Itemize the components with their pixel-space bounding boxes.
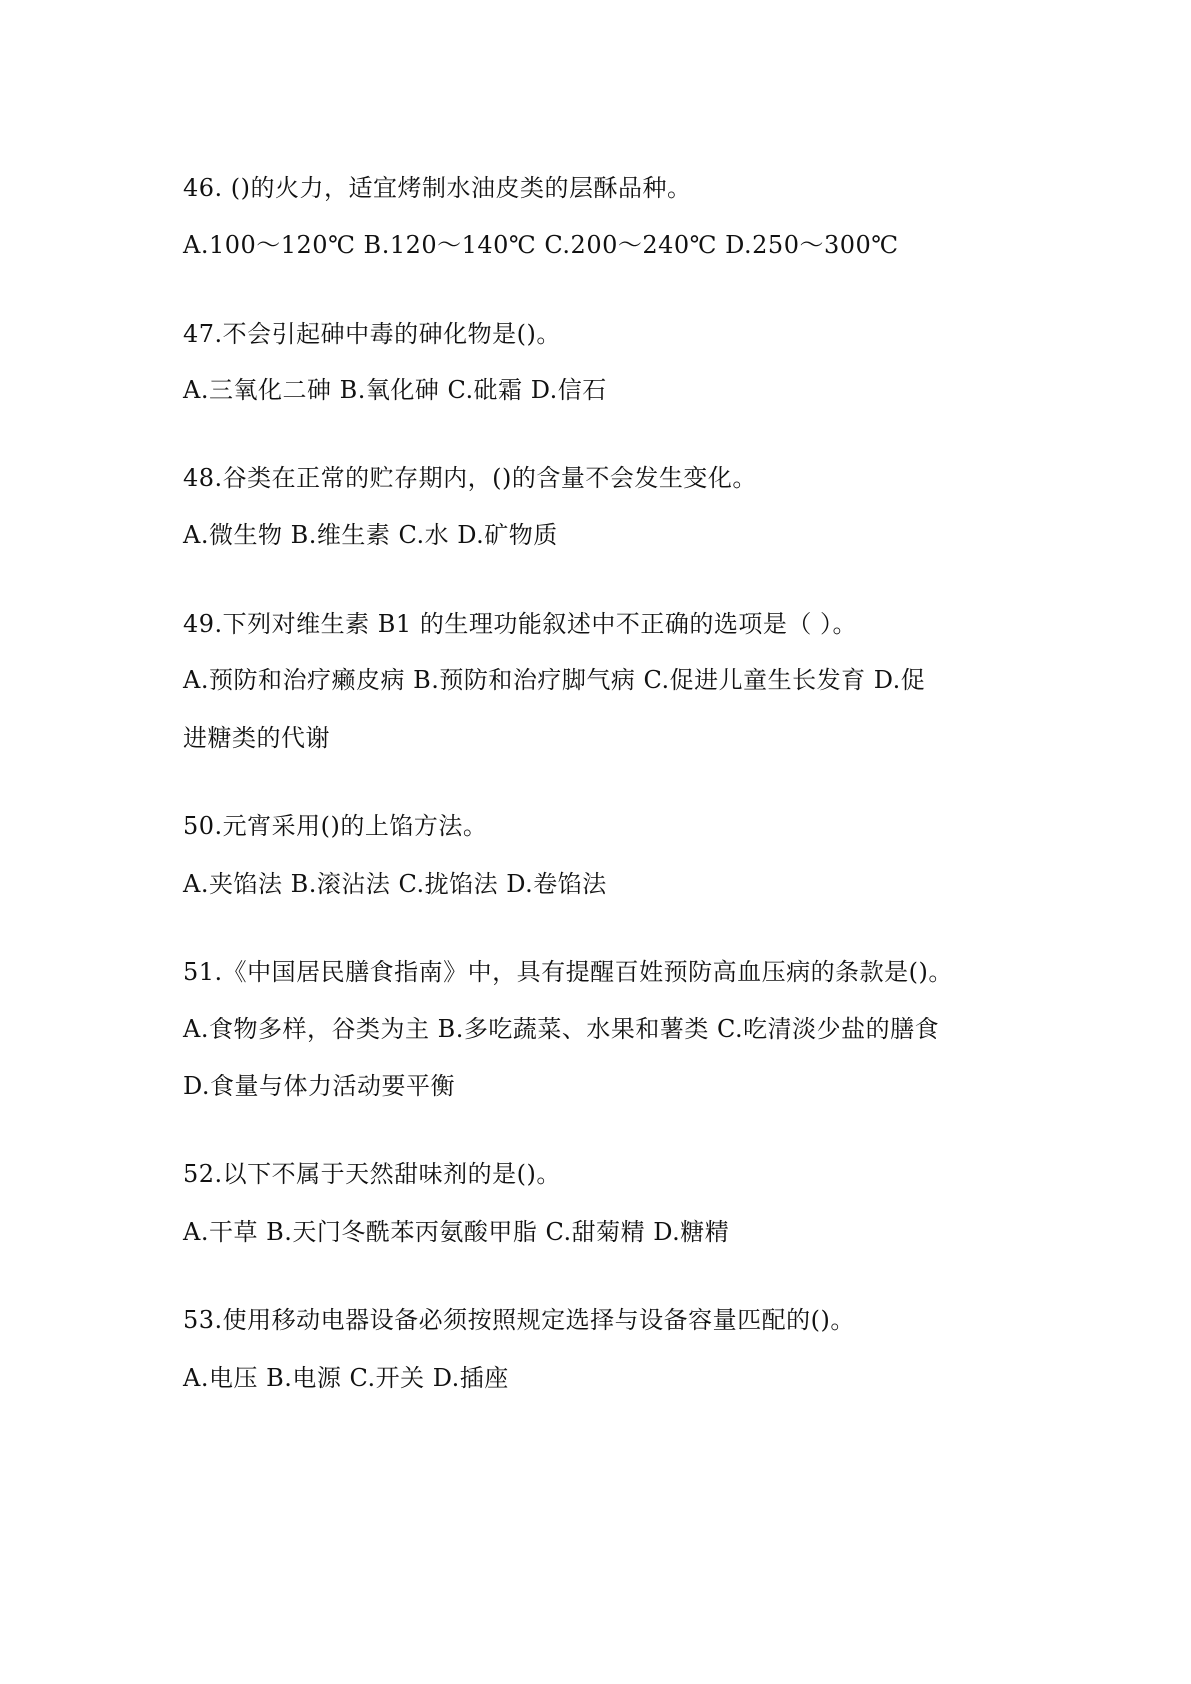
- question-51-options-line-2: D.食量与体力活动要平衡: [183, 1072, 456, 1100]
- question-49-options-line-2: 进糖类的代谢: [183, 724, 330, 752]
- question-47-stem: 47.不会引起砷中毒的砷化物是()。: [183, 320, 561, 348]
- question-48-stem: 48.谷类在正常的贮存期内，()的含量不会发生变化。: [183, 464, 757, 492]
- question-46-stem: 46. ()的火力，适宜烤制水油皮类的层酥品种。: [183, 174, 692, 202]
- question-47-options: A.三氧化二砷 B.氧化砷 C.砒霜 D.信石: [183, 376, 607, 404]
- question-48-options: A.微生物 B.维生素 C.水 D.矿物质: [183, 521, 558, 549]
- question-49-options-line-1: A.预防和治疗癞皮病 B.预防和治疗脚气病 C.促进儿童生长发育 D.促: [183, 666, 926, 694]
- question-53-options: A.电压 B.电源 C.开关 D.插座: [183, 1364, 509, 1392]
- question-49-stem: 49.下列对维生素 B1 的生理功能叙述中不正确的选项是（ ）。: [183, 610, 857, 638]
- question-46-options: A.100～120℃ B.120～140℃ C.200～240℃ D.250～300℃: [183, 231, 899, 259]
- question-52-stem: 52.以下不属于天然甜味剂的是()。: [183, 1160, 561, 1188]
- question-51-stem: 51.《中国居民膳食指南》中，具有提醒百姓预防高血压病的条款是()。: [183, 958, 953, 986]
- question-51-options-line-1: A.食物多样，谷类为主 B.多吃蔬菜、水果和薯类 C.吃清淡少盐的膳食: [183, 1015, 940, 1043]
- question-50-options: A.夹馅法 B.滚沾法 C.拢馅法 D.卷馅法: [183, 870, 607, 898]
- question-50-stem: 50.元宵采用()的上馅方法。: [183, 812, 488, 840]
- question-53-stem: 53.使用移动电器设备必须按照规定选择与设备容量匹配的()。: [183, 1306, 855, 1334]
- question-52-options: A.干草 B.天门冬酰苯丙氨酸甲脂 C.甜菊精 D.糖精: [183, 1218, 730, 1246]
